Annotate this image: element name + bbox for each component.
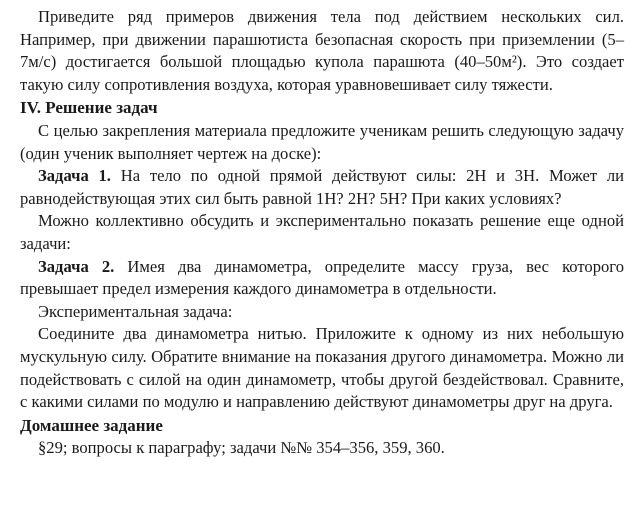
task-2-label: Задача 2. xyxy=(38,256,115,276)
experimental-task-label: Экспериментальная задача: xyxy=(38,301,233,321)
task-1-label: Задача 1. xyxy=(38,166,111,186)
section-heading-homework: Домашнее задание xyxy=(20,415,163,435)
discussion-paragraph: Можно коллективно обсудить и экспериментально показать решение еще одной задачи: xyxy=(20,211,624,253)
intro-paragraph: Приведите ряд примеров движения тела под действием нескольких сил. Например, при движении парашютиста безопасная скорость при приземлении (5–7м/с) достигается большой площадью купола парашюта (40–50м²). Это создает такую силу сопротивления воздуха, которая уравновешивает силу тяжести. xyxy=(20,7,624,94)
experimental-task-paragraph: Соедините два динамометра нитью. Приложите к одному из них небольшую мускульную силу. Обратите внимание на показания другого динамометра. Можно ли подействовать с силой на один динамометр, чтобы другой бездействовал. Сравните, с какими силами по модулю и направлению действуют динамометры друг на друга. xyxy=(20,324,624,412)
task-2 xyxy=(20,256,624,301)
tasks-intro-paragraph: С целью закрепления материала предложите ученикам решить следующую задачу (один ученик выполняет чертеж на доске): xyxy=(20,120,624,163)
task-1 xyxy=(20,165,624,210)
section-heading-tasks: IV. Решение задач xyxy=(20,98,158,118)
task-2-text: Имея два динамометра, определите массу груза, вес которого превышает предел измерения каждого динамометра в отдельности. xyxy=(20,256,624,299)
task-1-text: На тело по одной прямой действуют силы: 2Н и 3Н. Может ли равнодействующая этих сил быть равной 1Н? 2Н? 5Н? При каких условиях? xyxy=(20,166,624,208)
homework-text: §29; вопросы к параграфу; задачи №№ 354–356, 359, 360. xyxy=(38,438,445,458)
